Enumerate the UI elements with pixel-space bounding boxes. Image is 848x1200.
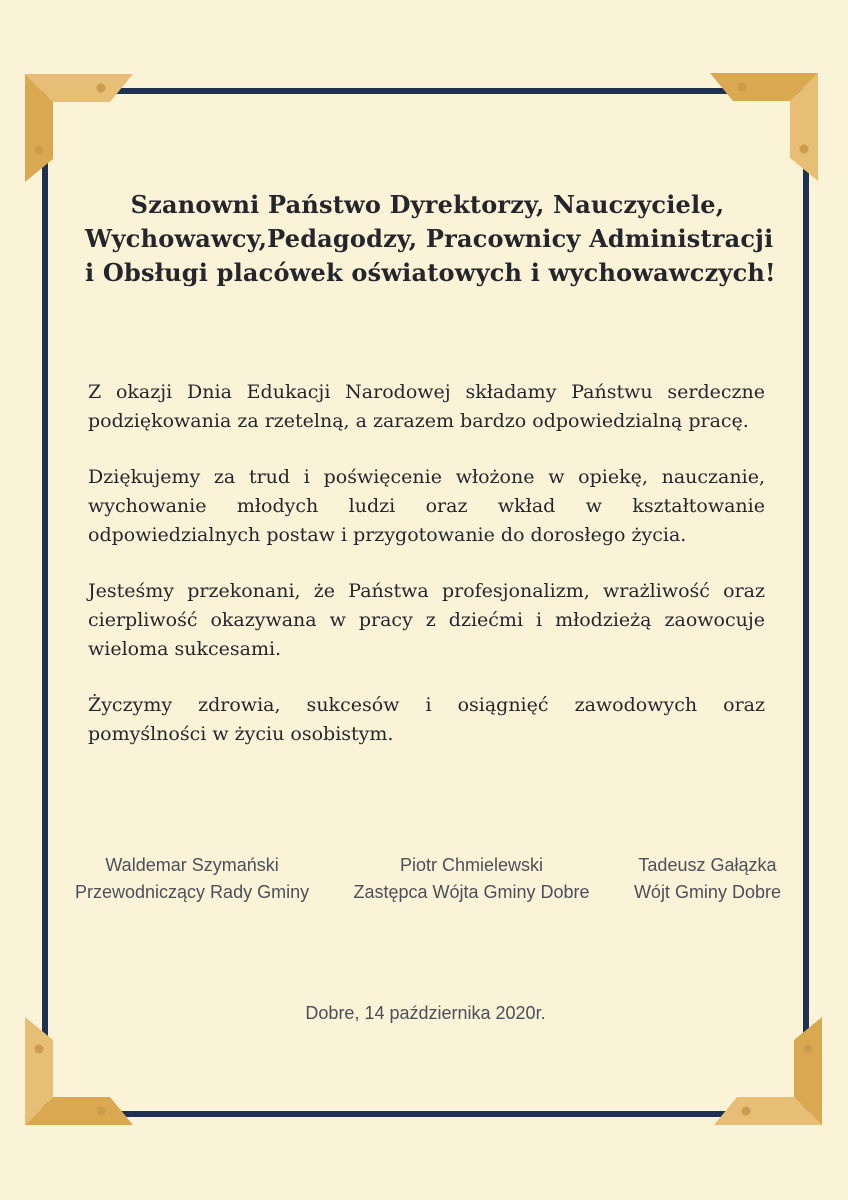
- paragraph-conviction: Jesteśmy przekonani, że Państwa profesjonalizm, wrażliwość oraz cierpliwość okazywana w pracy z dziećmi i młodzieżą zaowocuje wieloma sukcesami.: [88, 580, 765, 660]
- letter-body: [85, 378, 765, 749]
- corner-ornament-bottom-left: [25, 1017, 133, 1125]
- letter-heading: [85, 188, 776, 290]
- paragraph-wishes: Życzymy zdrowia, sukcesów i osiągnięć zawodowych oraz pomyślności w życiu osobistym.: [88, 694, 765, 745]
- signatory-name: Piotr Chmielewski: [399, 855, 544, 875]
- paragraph-thanks: Dziękujemy za trud i poświęcenie włożone w opiekę, nauczanie, wychowanie młodych ludzi oraz wkład w kształtowanie odpowiedzialnych postaw i przygotowanie do dorosłego życia.: [88, 466, 765, 546]
- paragraph-greeting: Z okazji Dnia Edukacji Narodowej składamy Państwu serdeczne podziękowania za rzetelną, a zarazem bardzo odpowiedzialną pracę.: [88, 381, 765, 432]
- frame-corner-icon: [714, 1017, 822, 1125]
- signatory-role: Zastępca Wójta Gminy Dobre: [353, 882, 590, 902]
- signature-block: [75, 852, 781, 906]
- heading-line: Wychowawcy,Pedagodzy, Pracownicy Administracji: [85, 224, 774, 253]
- letter-content: [85, 0, 776, 776]
- signatory-role: Wójt Gminy Dobre: [633, 882, 781, 902]
- signatory-name: Waldemar Szymański: [105, 855, 279, 875]
- signatory-name: Tadeusz Gałązka: [638, 855, 777, 875]
- heading-line: Szanowni Państwo Dyrektorzy, Nauczyciele,: [130, 190, 725, 219]
- heading-line: i Obsługi placówek oświatowych i wychowawczych!: [85, 258, 776, 287]
- signatory-chairman: [75, 852, 309, 906]
- dateline: Dobre, 14 października 2020r.: [305, 1003, 546, 1023]
- frame-corner-icon: [25, 1017, 133, 1125]
- signatory-role: Przewodniczący Rady Gminy: [75, 882, 310, 902]
- corner-ornament-bottom-right: [714, 1017, 822, 1125]
- signatory-mayor: [634, 852, 781, 906]
- signatory-deputy-mayor: [353, 852, 589, 906]
